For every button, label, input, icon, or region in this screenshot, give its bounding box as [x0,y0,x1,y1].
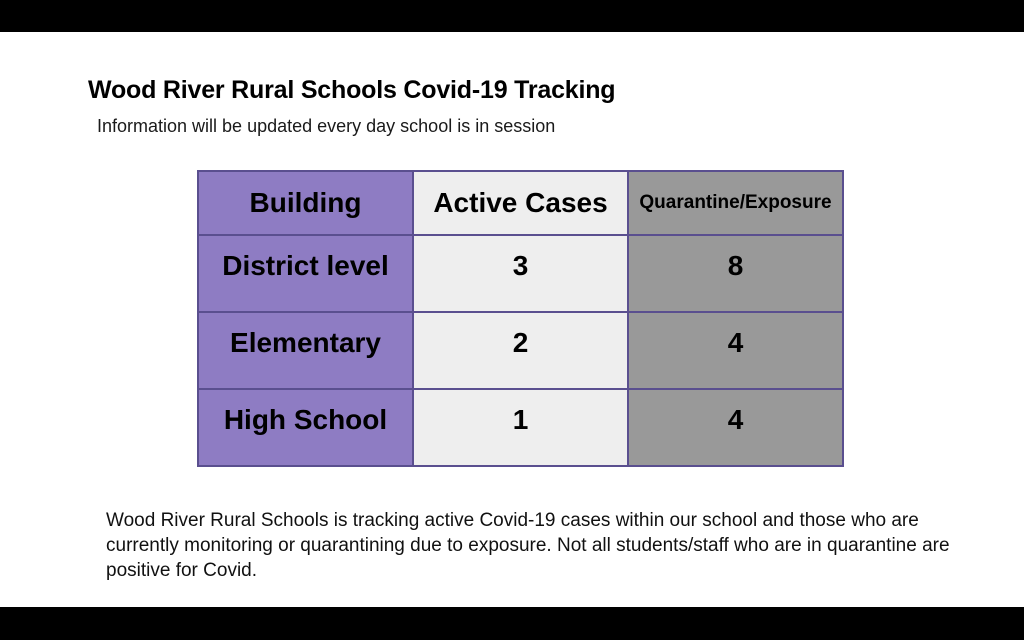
cell-active-cases-high-school: 1 [413,389,628,466]
cell-building-high-school: High School [198,389,413,466]
covid-tracking-table [197,170,844,467]
column-header-active-cases: Active Cases [413,171,628,235]
tracking-explanation-text: Wood River Rural Schools is tracking active Covid-19 cases within our school and those who are currently monitoring or quarantining due to exposure. Not all students/staff who are in quarantine are positive for Covid. [106,510,950,581]
letterbox-bottom [0,607,1024,640]
cell-quarantine-high-school: 4 [628,389,843,466]
page-title: Wood River Rural Schools Covid-19 Tracking [88,76,616,104]
column-header-building: Building [198,171,413,235]
table-row-high-school [198,389,843,466]
cell-building-district-level: District level [198,235,413,312]
update-frequency-note: Information will be updated every day school is in session [97,116,556,136]
covid-tracking-slide [0,32,1024,607]
column-header-quarantine-exposure: Quarantine/Exposure [628,171,843,235]
cell-quarantine-district-level: 8 [628,235,843,312]
table-header-row [198,171,843,235]
table-row-elementary [198,312,843,389]
cell-active-cases-district-level: 3 [413,235,628,312]
table-row-district-level [198,235,843,312]
cell-quarantine-elementary: 4 [628,312,843,389]
cell-building-elementary: Elementary [198,312,413,389]
cell-active-cases-elementary: 2 [413,312,628,389]
letterbox-top [0,0,1024,32]
